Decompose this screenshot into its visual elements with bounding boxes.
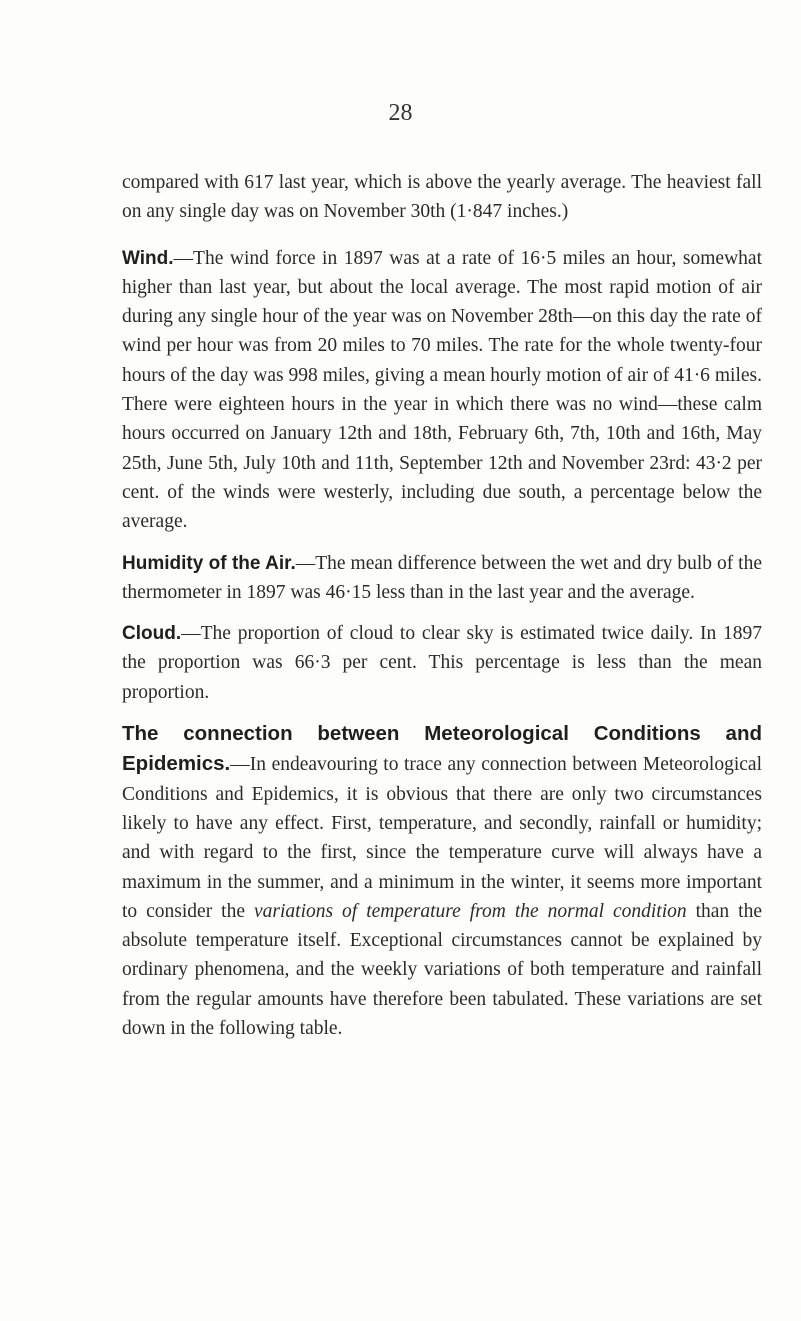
page-number: 28 (388, 100, 413, 126)
connection-italic-phrase: variations of temperature from the normal condition (253, 900, 687, 922)
cloud-heading: Cloud. (122, 623, 182, 645)
paragraph-humidity (122, 549, 762, 608)
body-text (122, 168, 762, 1055)
wind-text: —The wind force in 1897 was at a rate of 16·5 miles an hour, somewhat higher than last year, but about the local average. The most rapid motion of air during any single hour of the year was on November 28th—on this day the rate of wind per hour was from 20 miles to 70 miles. The rate for the whole twenty-four hours of the day was 998 miles, giving a mean hourly motion of air of 41·6 miles. There were eighteen hours in the year in which there was no wind—these calm hours occurred on January 12th and 18th, February 6th, 7th, 10th and 16th, May 25th, June 5th, July 10th and 11th, September 12th and November 23rd: 43·2 per cent. of the winds were westerly, including due south, a percentage below the average. (122, 247, 762, 533)
connection-heading: The connection between Meteorological Conditions and Epidemics. (122, 722, 762, 776)
wind-heading: Wind. (122, 247, 174, 269)
paragraph-rainfall (122, 168, 762, 227)
paragraph-connection (122, 719, 762, 1043)
cloud-text: —The proportion of cloud to clear sky is estimated twice daily. In 1897 the proportion was 66·3 per cent. This percentage is less than the mean proportion. (122, 623, 762, 703)
connection-text-before: —In endeavouring to trace any connection between Meteorological Conditions and Epidemics, it is obvious that there are only two circumstances likely to have any effect. First, temperature, and secondly, rainfall or humidity; and with regard to the first, since the temperature curve will always have a maximum in the summer, and a minimum in the winter, it seems more important to consider the (122, 754, 762, 922)
paragraph-cloud (122, 619, 762, 707)
humidity-text: —The mean difference between the wet and dry bulb of the thermometer in 1897 was 46·15 less than in the last year and the average. (122, 552, 763, 603)
humidity-heading: Humidity of the Air. (122, 552, 296, 574)
connection-text-after: than the absolute temperature itself. Exceptional circumstances cannot be explained by ordinary phenomena, and the weekly variations of both temperature and rainfall from the regular amounts have therefore been tabulated. These variations are set down in the following table. (122, 900, 762, 1040)
paragraph-wind (122, 244, 762, 537)
rainfall-text: compared with 617 last year, which is above the yearly average. The heaviest fall on any single day was on November 30th (1·847 inches.) (122, 172, 762, 223)
